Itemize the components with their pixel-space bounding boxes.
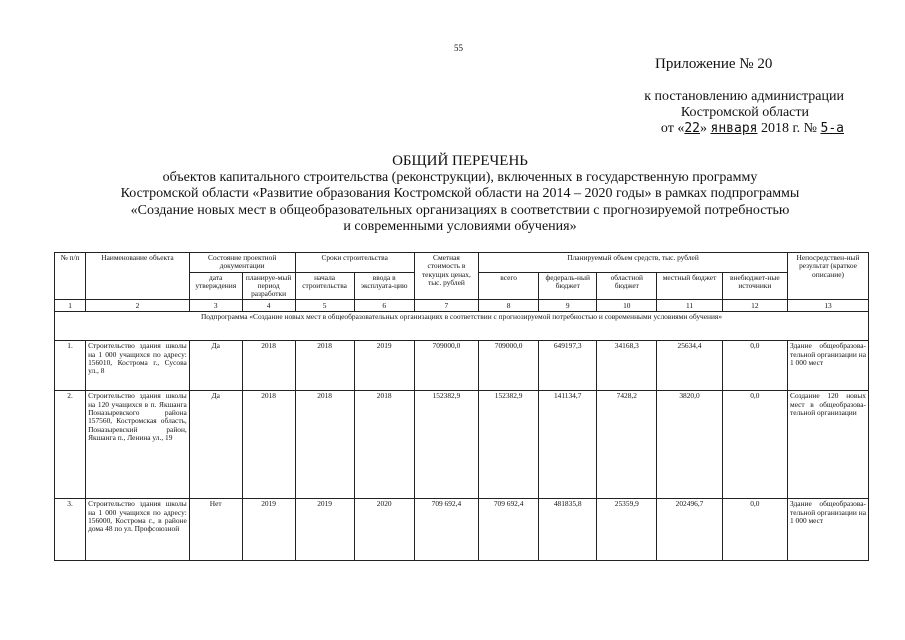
header-docs-date: дата утверждения <box>189 272 242 300</box>
decree-line-2: Костромской области <box>680 105 809 120</box>
row-commission: 2020 <box>354 499 414 561</box>
column-number: 1 <box>55 300 86 312</box>
row-cost: 152382,9 <box>414 391 478 499</box>
page-number: 55 <box>454 43 463 53</box>
title-line-4: и современными условиями обучения» <box>343 219 577 234</box>
row-num: 1. <box>55 341 86 391</box>
row-num: 3. <box>55 499 86 561</box>
row-commission: 2018 <box>354 391 414 499</box>
row-regional: 34168,3 <box>597 341 657 391</box>
header-regional: областной бюджет <box>597 272 657 300</box>
title-line-2: Костромской области «Развитие образования Костромской области на 2014 – 2020 годы» в рамках подпрограммы <box>120 186 800 201</box>
header-funding: Планируемый объем средств, тыс. рублей <box>479 253 788 273</box>
header-result: Непосредствен-ный результат (краткое описание) <box>788 253 869 300</box>
row-cost: 709000,0 <box>414 341 478 391</box>
table-row <box>55 341 869 391</box>
row-total: 152382,9 <box>479 391 539 499</box>
column-number: 3 <box>189 300 242 312</box>
header-local: местный бюджет <box>657 272 722 300</box>
row-num: 2. <box>55 391 86 499</box>
row-federal: 649197,3 <box>539 341 597 391</box>
row-local: 25634,4 <box>657 341 722 391</box>
header-num: № п/п <box>55 253 86 300</box>
row-docs-date: Нет <box>189 499 242 561</box>
row-offbudget: 0,0 <box>722 341 787 391</box>
decree-date-prefix: от « <box>660 121 685 136</box>
column-number: 12 <box>722 300 787 312</box>
decree-date-line <box>584 121 844 137</box>
row-total: 709 692,4 <box>479 499 539 561</box>
decree-line-1: к постановлению администрации <box>644 89 844 104</box>
header-federal: федераль-ный бюджет <box>539 272 597 300</box>
row-federal: 141134,7 <box>539 391 597 499</box>
title-heading: ОБЩИЙ ПЕРЕЧЕНЬ <box>392 153 528 169</box>
header-docs-planned: планируе-мый период разработки <box>242 272 295 300</box>
row-total: 709000,0 <box>479 341 539 391</box>
document-title <box>70 153 850 236</box>
title-line-1: объектов капитального строительства (реконструкции), включенных в государственную программу <box>162 169 758 185</box>
column-number: 13 <box>788 300 869 312</box>
decree-month: января <box>710 121 758 136</box>
row-regional: 7428,2 <box>597 391 657 499</box>
table-row <box>55 391 869 499</box>
header-name: Наименование объекта <box>86 253 190 300</box>
row-local: 3820,0 <box>657 391 722 499</box>
row-docs-date: Да <box>189 341 242 391</box>
header-row-1 <box>55 253 869 273</box>
header-docs-status: Состояние проектной документации <box>189 253 295 273</box>
decree-year: 2018 г. № <box>760 121 818 136</box>
row-cost: 709 692,4 <box>414 499 478 561</box>
table-row <box>55 499 869 561</box>
row-regional: 25359,9 <box>597 499 657 561</box>
column-number: 11 <box>657 300 722 312</box>
row-federal: 481835,8 <box>539 499 597 561</box>
header-terms: Сроки строительства <box>295 253 414 273</box>
row-offbudget: 0,0 <box>722 499 787 561</box>
appendix-label: Приложение № 20 <box>655 56 773 72</box>
header-commission: ввода в эксплуата-цию <box>354 272 414 300</box>
row-start: 2018 <box>295 391 354 499</box>
row-name: Строительство здания школы на 120 учащихся в п. Якшанга Поназыревского района 157560, Костромская область, Поназыревский район, Якшанга п., Ленина ул., 19 <box>86 391 190 499</box>
row-commission: 2019 <box>354 341 414 391</box>
header-offbudget: внебюджет-ные источники <box>722 272 787 300</box>
decree-reference <box>584 89 844 137</box>
column-number: 10 <box>597 300 657 312</box>
column-number: 7 <box>414 300 478 312</box>
subprogram-title: Подпрограмма «Создание новых мест в общеобразовательных организациях в соответствии с прогнозируемой потребностью и современными условиями обучения» <box>55 312 869 341</box>
row-result: Создание 120 новых мест в общеобразова-тельной организации <box>788 391 869 499</box>
column-number: 5 <box>295 300 354 312</box>
row-result: Здание общеобразова-тельной организации на 1 000 мест <box>788 341 869 391</box>
row-start: 2018 <box>295 341 354 391</box>
row-docs-planned: 2018 <box>242 391 295 499</box>
column-number: 6 <box>354 300 414 312</box>
objects-table <box>54 252 869 561</box>
column-numbers-row <box>55 300 869 312</box>
header-start: начала строительства <box>295 272 354 300</box>
column-number: 8 <box>479 300 539 312</box>
row-result: Здание общеобразова-тельной организации на 1 000 мест <box>788 499 869 561</box>
subprogram-row <box>55 312 869 341</box>
title-line-3: «Создание новых мест в общеобразовательных организациях в соответствии с прогнозируемой потребностью <box>130 202 790 218</box>
row-docs-planned: 2018 <box>242 341 295 391</box>
header-cost: Сметная стоимость в текущих ценах, тыс. рублей <box>414 253 478 300</box>
column-number: 2 <box>86 300 190 312</box>
column-number: 4 <box>242 300 295 312</box>
row-name: Строительство здания школы на 1 000 учащихся по адресу: 156000, Кострома г., в районе дома 48 по ул. Профсоюзной <box>86 499 190 561</box>
row-start: 2019 <box>295 499 354 561</box>
decree-day: 22 <box>684 121 701 136</box>
row-local: 202496,7 <box>657 499 722 561</box>
decree-number: 5-а <box>820 121 844 136</box>
row-name: Строительство здания школы на 1 000 учащихся по адресу: 156010, Кострома г., Сусова ул., 8 <box>86 341 190 391</box>
decree-date-mid: » <box>700 121 708 136</box>
row-docs-planned: 2019 <box>242 499 295 561</box>
column-number: 9 <box>539 300 597 312</box>
row-docs-date: Да <box>189 391 242 499</box>
header-total: всего <box>479 272 539 300</box>
row-offbudget: 0,0 <box>722 391 787 499</box>
